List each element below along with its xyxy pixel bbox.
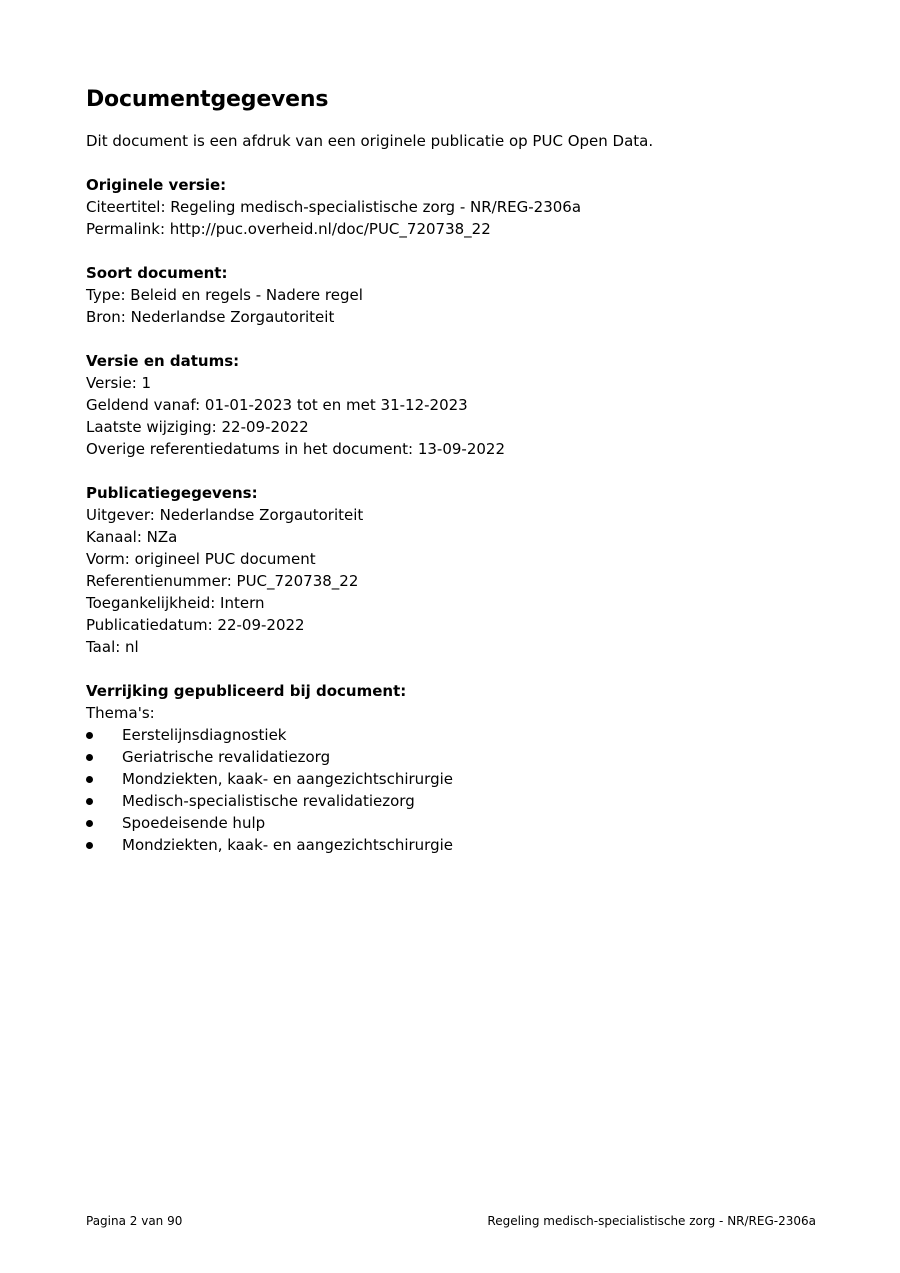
- themes-label: Thema's:: [86, 704, 155, 722]
- citation-title-line: Citeertitel: Regeling medisch-specialistische zorg - NR/REG-2306a: [86, 198, 582, 216]
- reference-dates-line: Overige referentiedatums in het document: 13-09-2022: [86, 440, 505, 458]
- bullet-icon: [86, 732, 93, 739]
- page-title: Documentgegevens: [86, 87, 329, 112]
- list-item: [86, 834, 816, 856]
- footer-document-title: Regeling medisch-specialistische zorg - NR/REG-2306a: [487, 1214, 816, 1228]
- theme-label: Mondziekten, kaak- en aangezichtschirurgie: [122, 770, 453, 788]
- section-document-type: [86, 262, 816, 328]
- channel-line: Kanaal: NZa: [86, 528, 178, 546]
- bullet-icon: [86, 776, 93, 783]
- theme-label: Spoedeisende hulp: [122, 814, 266, 832]
- bullet-icon: [86, 842, 93, 849]
- themes-list: [86, 724, 816, 856]
- document-page: [86, 84, 816, 878]
- list-item: [86, 812, 816, 834]
- source-line: Bron: Nederlandse Zorgautoriteit: [86, 308, 335, 326]
- valid-from-line: Geldend vanaf: 01-01-2023 tot en met 31-12-2023: [86, 396, 468, 414]
- section-heading: Verrijking gepubliceerd bij document:: [86, 682, 407, 700]
- bullet-icon: [86, 798, 93, 805]
- section-version-dates: [86, 350, 816, 460]
- language-line: Taal: nl: [86, 638, 139, 656]
- last-modified-line: Laatste wijziging: 22-09-2022: [86, 418, 309, 436]
- list-item: [86, 746, 816, 768]
- version-line: Versie: 1: [86, 374, 152, 392]
- page-number: Pagina 2 van 90: [86, 1214, 183, 1228]
- form-line: Vorm: origineel PUC document: [86, 550, 316, 568]
- intro-text: Dit document is een afdruk van een originele publicatie op PUC Open Data.: [86, 132, 654, 150]
- theme-label: Medisch-specialistische revalidatiezorg: [122, 792, 415, 810]
- section-publication: [86, 482, 816, 658]
- bullet-icon: [86, 820, 93, 827]
- section-heading: Soort document:: [86, 264, 228, 282]
- list-item: [86, 768, 816, 790]
- theme-label: Geriatrische revalidatiezorg: [122, 748, 331, 766]
- theme-label: Eerstelijnsdiagnostiek: [122, 726, 287, 744]
- section-heading: Publicatiegegevens:: [86, 484, 258, 502]
- type-line: Type: Beleid en regels - Nadere regel: [86, 286, 363, 304]
- section-enrichment: [86, 680, 816, 856]
- permalink-line: Permalink: http://puc.overheid.nl/doc/PUC_720738_22: [86, 220, 491, 238]
- publisher-line: Uitgever: Nederlandse Zorgautoriteit: [86, 506, 364, 524]
- publication-date-line: Publicatiedatum: 22-09-2022: [86, 616, 305, 634]
- section-heading: Originele versie:: [86, 176, 227, 194]
- list-item: [86, 790, 816, 812]
- section-heading: Versie en datums:: [86, 352, 240, 370]
- list-item: [86, 724, 816, 746]
- theme-label: Mondziekten, kaak- en aangezichtschirurgie: [122, 836, 453, 854]
- page-footer: [86, 1212, 816, 1230]
- section-original-version: [86, 174, 816, 240]
- bullet-icon: [86, 754, 93, 761]
- accessibility-line: Toegankelijkheid: Intern: [86, 594, 265, 612]
- reference-number-line: Referentienummer: PUC_720738_22: [86, 572, 359, 590]
